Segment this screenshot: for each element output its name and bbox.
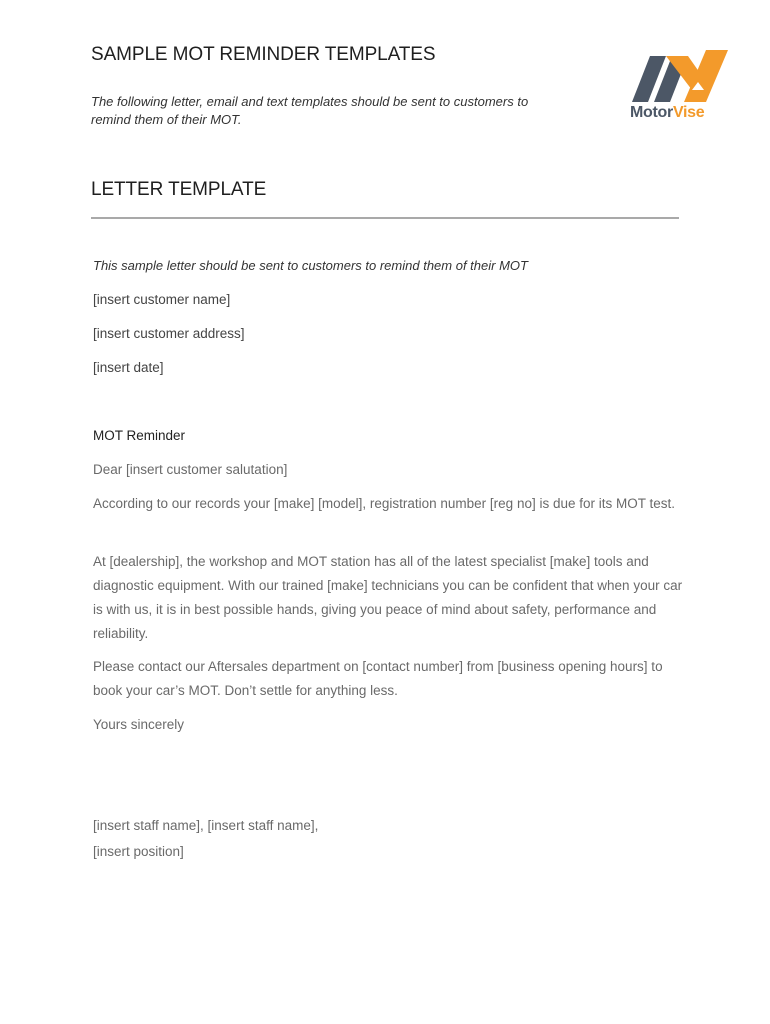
intro-text: The following letter, email and text templates should be sent to customers to remind them of their MOT.	[91, 94, 529, 127]
document-title: SAMPLE MOT REMINDER TEMPLATES	[91, 44, 436, 65]
signature-position: [insert position]	[93, 844, 184, 859]
placeholder-customer-address: [insert customer address]	[93, 326, 245, 341]
motorvise-logo	[628, 46, 728, 126]
letter-paragraph-1: According to our records your [make] [model], registration number [reg no] is due for its MOT test.	[93, 496, 675, 511]
letter-note: This sample letter should be sent to customers to remind them of their MOT	[93, 258, 528, 273]
letter-subject: MOT Reminder	[93, 428, 186, 443]
logo-word-motor: Motor	[630, 104, 673, 121]
letter-closing: Yours sincerely	[93, 717, 185, 732]
placeholder-date: [insert date]	[93, 360, 164, 375]
letter-paragraph-2: At [dealership], the workshop and MOT station has all of the latest specialist [make] tools and diagnostic equipment. With our trained [make] technicians you can be confident that when your car is with us, it is in best possible hands, giving you peace of mind about safety, performance and reliability.	[93, 554, 683, 641]
signature-staff-name: [insert staff name], [insert staff name],	[93, 818, 319, 833]
section-divider	[91, 217, 679, 219]
letter-template-heading: LETTER TEMPLATE	[91, 179, 267, 200]
logo-word-vise: Vise	[672, 104, 705, 121]
placeholder-customer-name: [insert customer name]	[93, 292, 231, 307]
logo-wordmark	[630, 104, 704, 122]
letter-paragraph-3: Please contact our Aftersales department on [contact number] from [business opening hours] to book your car’s MOT. Don’t settle for anything less.	[93, 659, 663, 698]
motorvise-mark-icon	[632, 46, 728, 102]
letter-salutation: Dear [insert customer salutation]	[93, 462, 288, 477]
